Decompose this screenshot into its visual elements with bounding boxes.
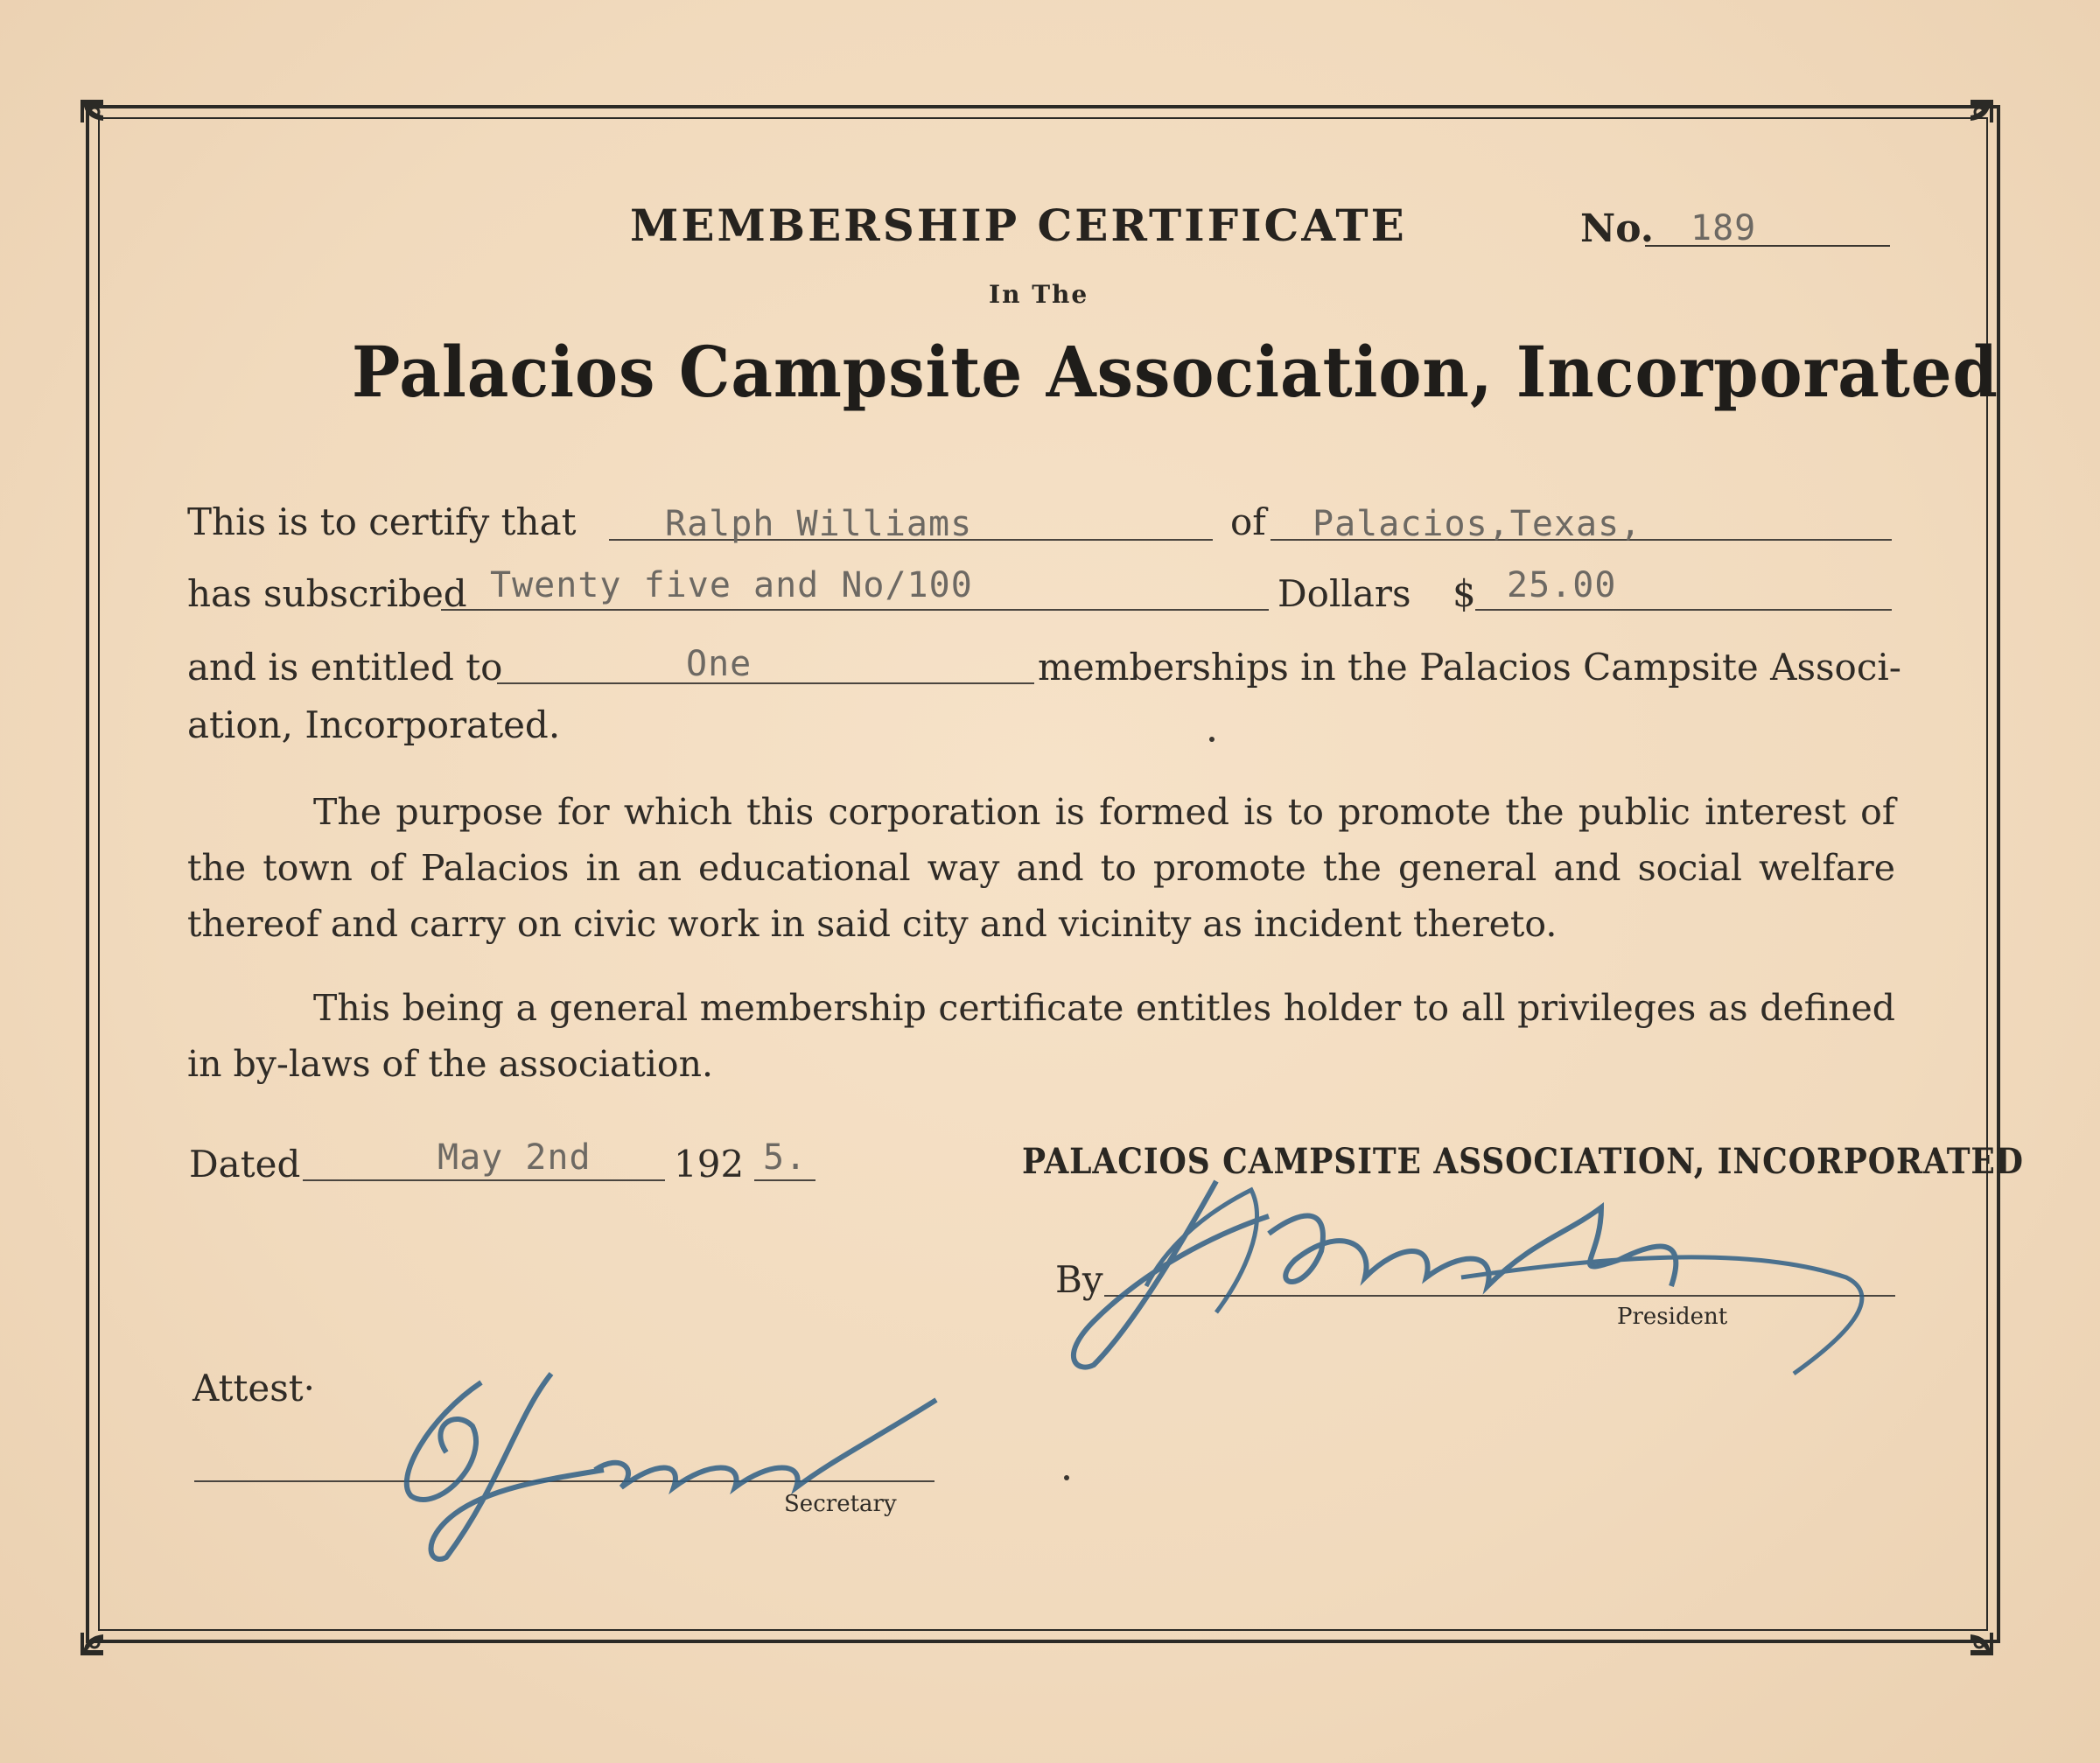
of-label: of [1230, 500, 1266, 543]
corner-ornament-icon [77, 1608, 128, 1659]
corner-ornament-icon [1946, 1608, 1997, 1659]
dollars-label: Dollars [1278, 572, 1411, 615]
ink-speck [1209, 737, 1214, 742]
dollar-sign: $ [1452, 572, 1476, 615]
corner-ornament-icon [77, 96, 128, 147]
year-line [754, 1179, 816, 1181]
privileges-paragraph: This being a general membership certificate entitles holder to all privileges as defined in by-laws of the association. [187, 987, 1895, 1085]
certificate-title: MEMBERSHIP CERTIFICATE [630, 199, 1407, 251]
attest-label: Attest· [192, 1367, 315, 1410]
president-label: President [1617, 1304, 1728, 1330]
secretary-label: Secretary [784, 1491, 897, 1517]
membership-count: One [686, 644, 752, 684]
certificate-number-line [1645, 245, 1890, 247]
subscribed-prefix: has subscribed [187, 572, 467, 615]
organization-signature-heading: PALACIOS CAMPSITE ASSOCIATION, INCORPORATED [1022, 1141, 2024, 1182]
ink-speck [1064, 1475, 1069, 1480]
certificate-number-value: 189 [1690, 208, 1757, 248]
dated-label: Dated [189, 1143, 301, 1186]
member-location: Palacios,Texas, [1312, 504, 1642, 544]
amount-number: 25.00 [1507, 565, 1617, 605]
purpose-paragraph: The purpose for which this corporation is formed is to promote the public interest of the town of Palacios in an educational way and to promote the general and social welfare thereof and carry on civic work in said city and vicinity as incident thereto. [187, 791, 1895, 945]
corner-ornament-icon [1946, 96, 1997, 147]
amount-number-line [1475, 609, 1892, 611]
organization-name: Palacios Campsite Association, Incorporated [352, 331, 1998, 413]
certificate-number-label: No. [1580, 206, 1655, 251]
entitled-suffix: memberships in the Palacios Campsite Associ- [1038, 646, 1901, 689]
amount-words: Twenty five and No/100 [490, 565, 973, 605]
date-line [303, 1179, 665, 1181]
certify-prefix: This is to certify that [187, 500, 577, 543]
year-suffix: 5. [763, 1137, 808, 1178]
secretary-signature [376, 1365, 954, 1575]
member-name: Ralph Williams [665, 504, 973, 544]
date-value: May 2nd [438, 1137, 592, 1178]
membership-count-line [497, 682, 1034, 684]
by-label: By [1055, 1258, 1103, 1301]
year-prefix: 192 [674, 1143, 745, 1186]
in-the-label: In The [989, 280, 1089, 309]
president-signature [1041, 1155, 1881, 1382]
entitled-continuation: ation, Incorporated. [187, 703, 561, 746]
entitled-prefix: and is entitled to [187, 646, 503, 689]
amount-words-line [441, 609, 1269, 611]
